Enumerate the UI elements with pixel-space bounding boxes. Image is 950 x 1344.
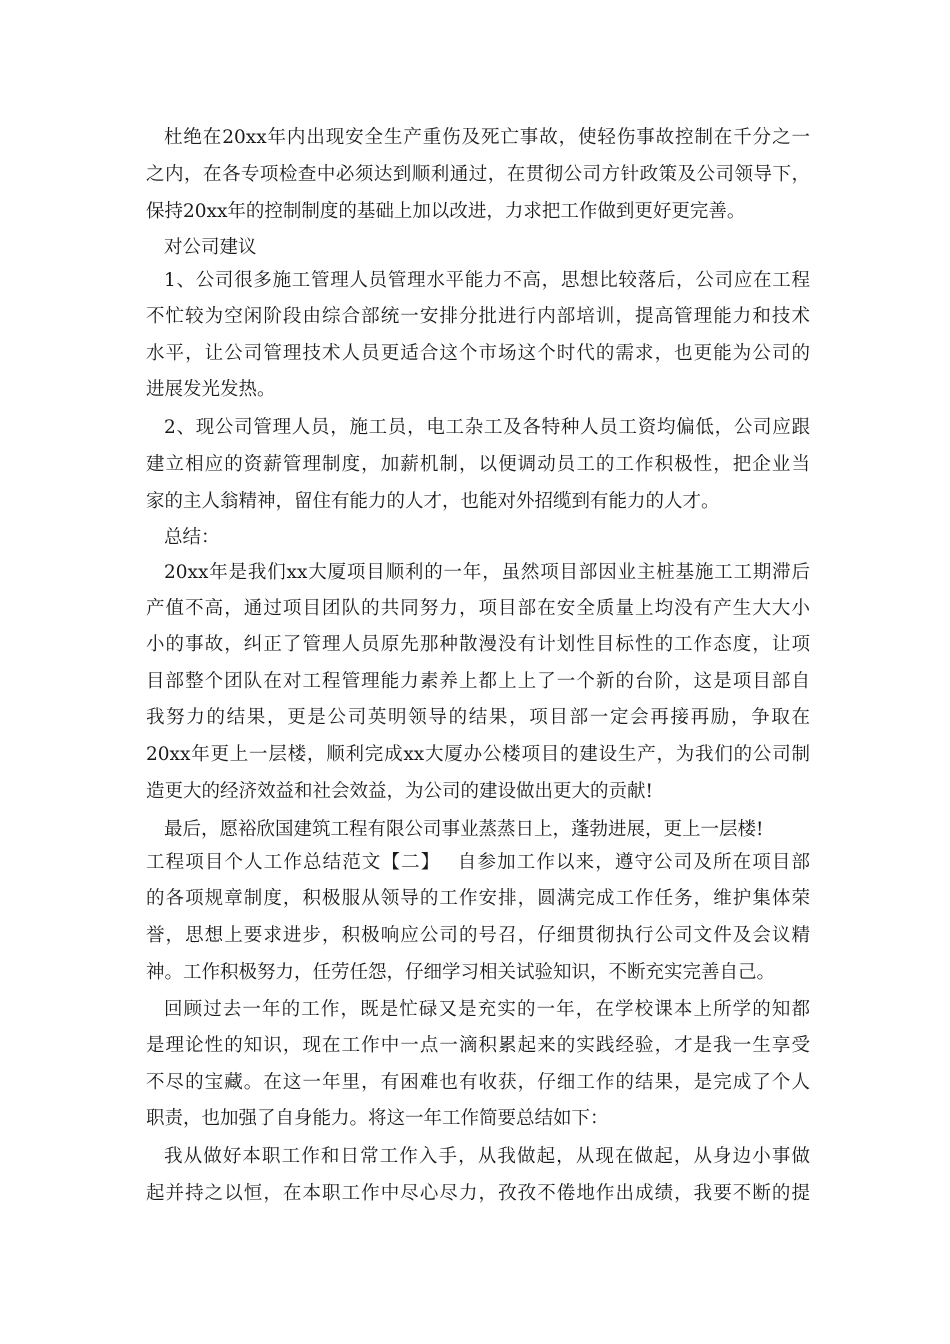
text-line: 造更大的经济效益和社会效益，为公司的建设做出更大的贡献! bbox=[146, 781, 653, 802]
text-line: 20xx年更上一层楼，顺利完成xx大厦办公楼项目的建设生产，为我们的公司制 bbox=[146, 744, 810, 765]
text-line: 家的主人翁精神，留住有能力的人才，也能对外招缆到有能力的人才。 bbox=[146, 491, 720, 512]
text-line: 职责，也加强了自身能力。将这一年工作简要总结如下： bbox=[146, 1108, 609, 1129]
text-line: 起并持之以恒，在本职工作中尽心尽力，孜孜不倦地作出成绩，我要不断的提 bbox=[146, 1183, 810, 1204]
text-line: 建立相应的资薪管理制度，加薪机制，以便调动员工的工作积极性，把企业当 bbox=[146, 454, 810, 475]
text-line: 进展发光发热。 bbox=[146, 379, 276, 400]
text-line: 神。工作积极努力，任劳任怨，仔细学习相关试验知识，不断充实完善自己。 bbox=[146, 962, 776, 983]
text-line: 保持20xx年的控制制度的基础上加以改进，力求把工作做到更好更完善。 bbox=[146, 201, 746, 222]
text-line: 誉，思想上要求进步，积极响应公司的号召，仔细贯彻执行公司文件及会议精 bbox=[146, 925, 810, 946]
text-line: 水平，让公司管理技术人员更适合这个市场这个时代的需求，也更能为公司的 bbox=[146, 343, 810, 364]
text-line: 不尽的宝藏。在这一年里，有困难也有收获，仔细工作的结果，是完成了个人 bbox=[146, 1072, 810, 1093]
section-heading: 总结： bbox=[164, 527, 220, 548]
text-line: 工程项目个人工作总结范文【二】 自参加工作以来，遵守公司及所在项目部 bbox=[146, 852, 810, 873]
text-line: 回顾过去一年的工作，既是忙碌又是充实的一年，在学校课本上所学的知都 bbox=[164, 999, 810, 1020]
text-line: 产值不高，通过项目团队的共同努力，项目部在安全质量上均没有产生大大小 bbox=[146, 598, 810, 619]
text-line: 杜绝在20xx年内出现安全生产重伤及死亡事故，使轻伤事故控制在千分之一 bbox=[164, 127, 810, 148]
text-line: 我从做好本职工作和日常工作入手，从我做起，从现在做起，从身边小事做 bbox=[164, 1146, 810, 1167]
text-line: 目部整个团队在对工程管理能力素养上都上上了一个新的台阶，这是项目部自 bbox=[146, 671, 810, 692]
text-line: 不忙较为空闲阶段由综合部统一安排分批进行内部培训，提高管理能力和技术 bbox=[146, 306, 810, 327]
text-line: 20xx年是我们xx大厦项目顺利的一年，虽然项目部因业主桩基施工工期滞后 bbox=[164, 562, 810, 583]
text-line: 是理论性的知识，现在工作中一点一滴积累起来的实践经验，才是我一生享受 bbox=[146, 1035, 810, 1056]
section-heading: 对公司建议 bbox=[164, 237, 257, 258]
text-line: 的各项规章制度，积极服从领导的工作安排，圆满完成工作任务，维护集体荣 bbox=[146, 888, 810, 909]
text-line: 1、公司很多施工管理人员管理水平能力不高，思想比较落后，公司应在工程 bbox=[164, 270, 810, 291]
text-line: 最后，愿裕欣国建筑工程有限公司事业蒸蒸日上，蓬勃进展，更上一层楼! bbox=[164, 819, 764, 840]
text-line: 2、现公司管理人员，施工员，电工杂工及各特种人员工资均偏低，公司应跟 bbox=[164, 417, 810, 438]
text-line: 小的事故，纠正了管理人员原先那种散漫没有计划性目标性的工作态度，让项 bbox=[146, 634, 810, 655]
text-line: 之内，在各专项检查中必须达到顺利通过，在贯彻公司方针政策及公司领导下， bbox=[146, 164, 810, 185]
text-line: 我努力的结果，更是公司英明领导的结果，项目部一定会再接再励，争取在 bbox=[146, 707, 810, 728]
